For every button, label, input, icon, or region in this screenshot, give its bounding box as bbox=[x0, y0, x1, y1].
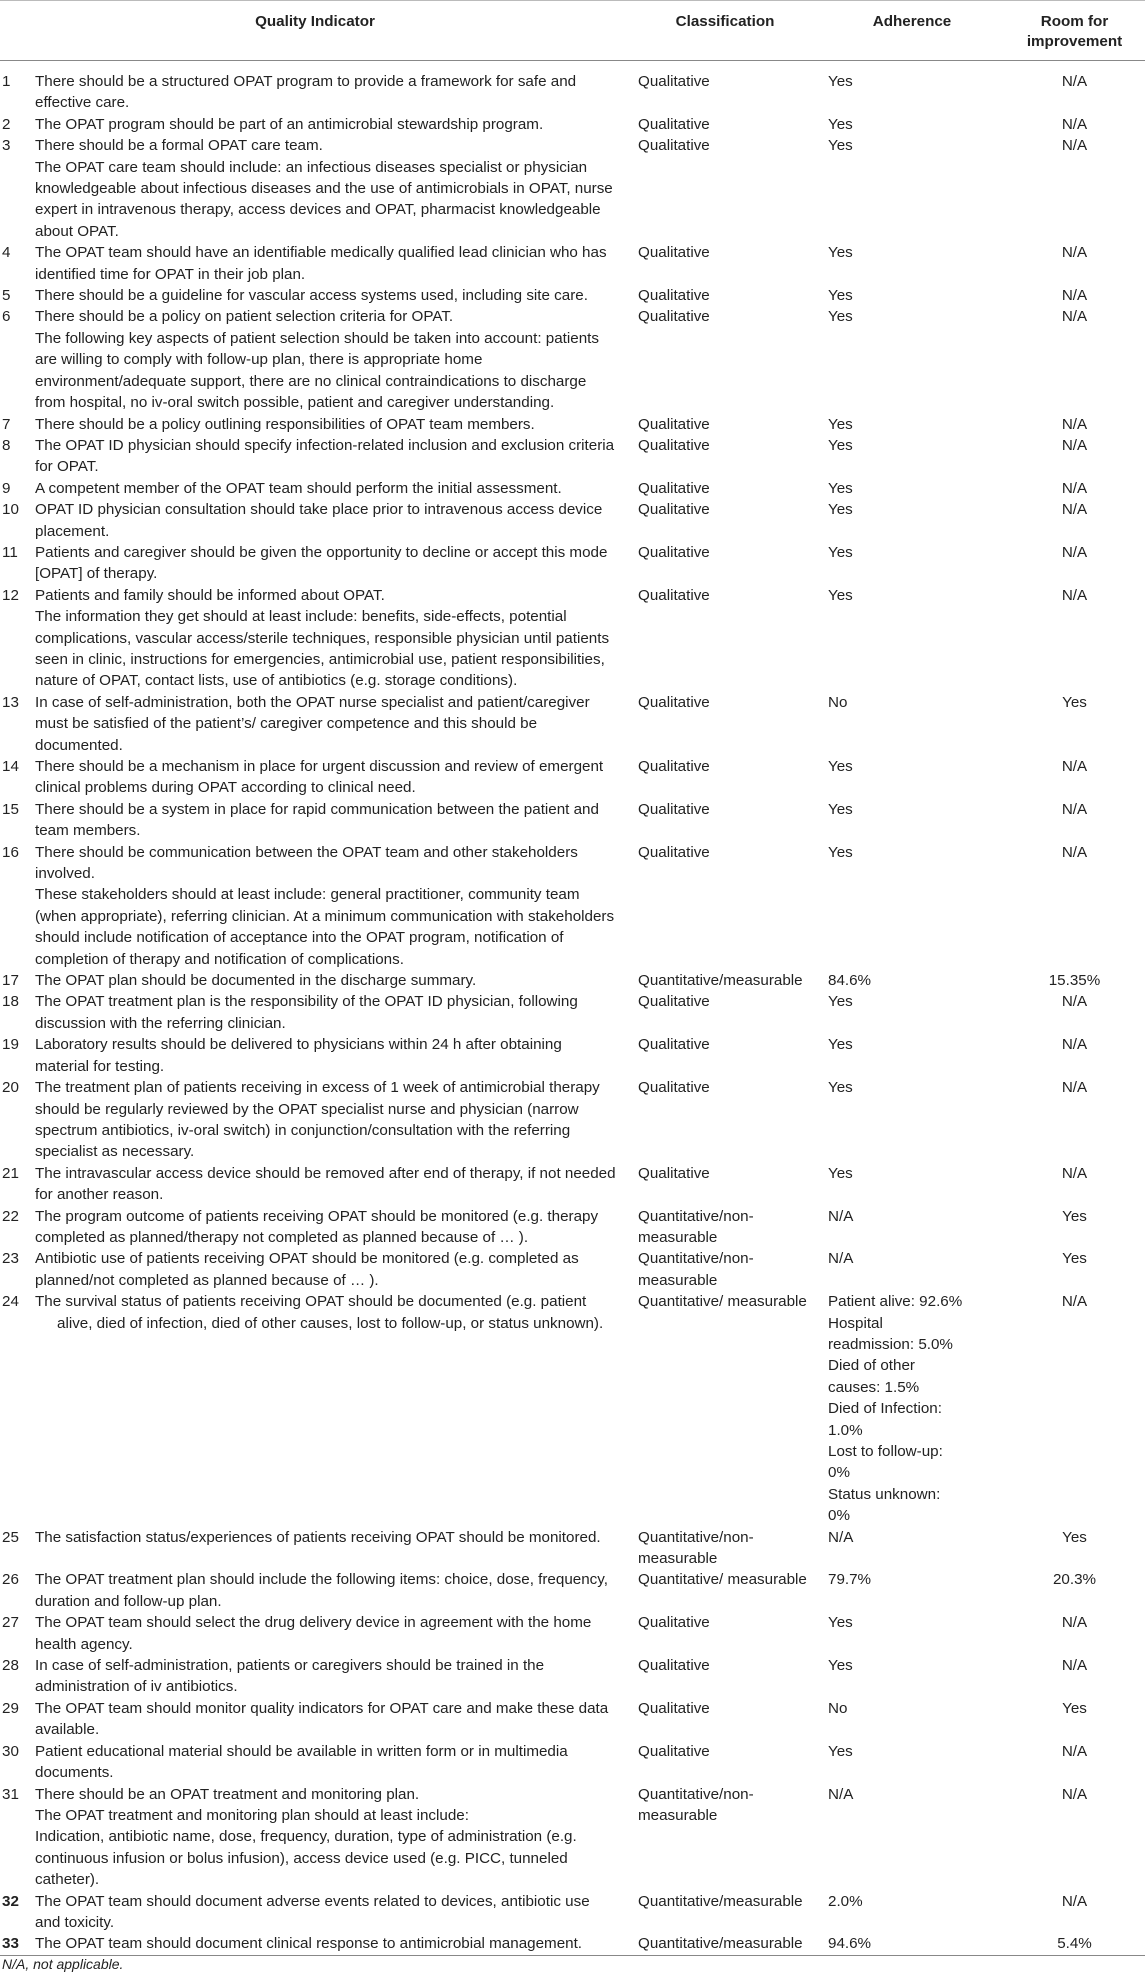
indicator-cell bbox=[35, 61, 630, 114]
classification-cell: Quantitative/non-measurable bbox=[638, 1207, 754, 1246]
row-number: 1 bbox=[2, 73, 11, 90]
room-for-improvement-cell: Yes bbox=[1062, 1250, 1087, 1268]
row-number: 21 bbox=[2, 1164, 19, 1182]
row-number: 3 bbox=[2, 137, 11, 155]
adherence-cell bbox=[820, 1163, 1004, 1206]
adherence-value: Hospital readmission: 5.0% bbox=[828, 1314, 953, 1353]
row-number: 28 bbox=[2, 1657, 19, 1675]
adherence-value: Patient alive: 92.6% bbox=[828, 1293, 963, 1311]
adherence-cell bbox=[820, 1891, 1004, 1934]
table-row bbox=[0, 478, 1145, 499]
adherence-cell bbox=[820, 1612, 1004, 1655]
row-number: 7 bbox=[2, 415, 11, 433]
indicator-cell bbox=[35, 692, 630, 756]
indicator-cell bbox=[35, 478, 630, 499]
classification-cell: Qualitative bbox=[638, 1699, 710, 1717]
adherence-value: Yes bbox=[828, 1164, 853, 1182]
classification-cell: Qualitative bbox=[638, 800, 710, 818]
adherence-cell bbox=[820, 135, 1004, 242]
adherence-value: 79.7% bbox=[828, 1571, 872, 1589]
row-number: 12 bbox=[2, 586, 19, 604]
classification-cell: Qualitative bbox=[638, 543, 710, 561]
row-number: 15 bbox=[2, 800, 19, 818]
adherence-value: Yes bbox=[828, 436, 853, 454]
room-for-improvement-cell: N/A bbox=[1061, 308, 1088, 326]
table-row bbox=[0, 1034, 1145, 1077]
indicator-cell bbox=[35, 114, 630, 135]
indicator-text: There should be an OPAT treatment and monitoring plan. bbox=[35, 1785, 420, 1803]
indicator-cell bbox=[35, 285, 630, 306]
room-for-improvement-cell: Yes bbox=[1062, 1699, 1087, 1717]
classification-cell: Qualitative bbox=[638, 843, 710, 861]
table-row bbox=[0, 970, 1145, 991]
classification-cell: Qualitative bbox=[638, 1079, 710, 1097]
adherence-value: N/A bbox=[828, 1528, 854, 1546]
indicator-text: Antibiotic use of patients receiving OPAT should be monitored (e.g. completed as planned/not completed as planned because of … ). bbox=[35, 1250, 579, 1289]
room-for-improvement-cell: 15.35% bbox=[1048, 972, 1101, 990]
adherence-cell bbox=[820, 1291, 1004, 1526]
table-row bbox=[0, 306, 1145, 413]
indicator-cell bbox=[35, 970, 630, 991]
table-row bbox=[0, 242, 1145, 285]
indicator-text: There should be communication between the OPAT team and other stakeholders involved. bbox=[35, 843, 578, 883]
indicator-cell bbox=[35, 1784, 630, 1891]
room-for-improvement-cell: N/A bbox=[1061, 137, 1088, 155]
adherence-value: Died of Infection: 1.0% bbox=[828, 1400, 942, 1439]
header-room-for-improvement: Room for improvement bbox=[1004, 1, 1145, 61]
indicator-text: There should be a formal OPAT care team. bbox=[35, 137, 323, 155]
classification-cell: Quantitative/measurable bbox=[638, 1892, 803, 1910]
row-number: 14 bbox=[2, 758, 19, 775]
table-row bbox=[0, 1077, 1145, 1163]
table-row bbox=[0, 799, 1145, 842]
indicator-text: There should be a system in place for rapid communication between the patient and team members. bbox=[35, 800, 599, 840]
table-row bbox=[0, 1741, 1145, 1784]
row-number: 6 bbox=[2, 308, 11, 326]
indicator-cell bbox=[35, 542, 630, 585]
indicator-cell bbox=[35, 1291, 630, 1526]
room-for-improvement-cell: N/A bbox=[1061, 758, 1088, 775]
row-number: 30 bbox=[2, 1742, 19, 1760]
indicator-cell bbox=[35, 1569, 630, 1612]
indicator-text: The program outcome of patients receiving OPAT should be monitored (e.g. therapy completed as planned/therapy not completed as planned because of … ). bbox=[35, 1207, 599, 1246]
table-row bbox=[0, 1569, 1145, 1612]
indicator-cell bbox=[35, 1163, 630, 1206]
header-classification: Classification bbox=[630, 1, 820, 61]
indicator-text: There should be a policy on patient selection criteria for OPAT. bbox=[35, 308, 454, 326]
indicator-text: The OPAT team should document clinical response to antimicrobial management. bbox=[35, 1935, 583, 1953]
classification-cell: Qualitative bbox=[638, 479, 710, 497]
classification-cell: Qualitative bbox=[638, 115, 710, 133]
adherence-value: Died of other causes: 1.5% bbox=[828, 1357, 920, 1396]
indicator-text: In case of self-administration, both the OPAT nurse specialist and patient/caregiver must be satisfied of the patient’s/ caregiver competence and this should be documented. bbox=[35, 693, 590, 754]
classification-cell: Qualitative bbox=[638, 436, 710, 454]
adherence-value: Yes bbox=[828, 115, 853, 133]
table-row bbox=[0, 61, 1145, 114]
row-number: 24 bbox=[2, 1293, 19, 1311]
adherence-value: Yes bbox=[828, 73, 853, 90]
table-row bbox=[0, 991, 1145, 1034]
indicator-text: The OPAT program should be part of an antimicrobial stewardship program. bbox=[35, 115, 544, 133]
table-row bbox=[0, 1612, 1145, 1655]
row-number: 29 bbox=[2, 1699, 19, 1717]
indicator-cell bbox=[35, 991, 630, 1034]
adherence-cell bbox=[820, 1527, 1004, 1570]
adherence-cell bbox=[820, 1784, 1004, 1891]
adherence-value: Yes bbox=[828, 137, 853, 155]
row-number: 33 bbox=[0, 1933, 35, 1955]
adherence-cell bbox=[820, 435, 1004, 478]
adherence-value: Yes bbox=[828, 843, 853, 861]
indicator-cell bbox=[35, 435, 630, 478]
room-for-improvement-cell: 5.4% bbox=[1004, 1933, 1145, 1955]
adherence-value: No bbox=[828, 693, 848, 711]
indicator-text: The OPAT treatment plan should include the following items: choice, dose, frequency, duration and follow-up plan. bbox=[35, 1571, 608, 1610]
room-for-improvement-cell: N/A bbox=[1061, 436, 1088, 454]
adherence-value: Yes bbox=[828, 1036, 853, 1054]
adherence-value: Yes bbox=[828, 758, 853, 775]
indicator-text: OPAT ID physician consultation should take place prior to intravenous access device placement. bbox=[35, 501, 603, 540]
classification-cell: Quantitative/non-measurable bbox=[638, 1528, 754, 1568]
row-number: 5 bbox=[2, 287, 11, 305]
adherence-value: N/A bbox=[828, 1250, 854, 1268]
row-number: 10 bbox=[2, 501, 19, 519]
classification-cell: Qualitative bbox=[638, 287, 710, 305]
table-body bbox=[0, 61, 1145, 1956]
row-number: 13 bbox=[2, 693, 19, 711]
table-row bbox=[0, 542, 1145, 585]
table-row bbox=[0, 1206, 1145, 1249]
row-number: 8 bbox=[2, 436, 11, 454]
room-for-improvement-cell: N/A bbox=[1061, 800, 1088, 818]
adherence-cell bbox=[820, 478, 1004, 499]
room-for-improvement-cell: N/A bbox=[1061, 115, 1088, 133]
classification-cell: Qualitative bbox=[638, 693, 710, 711]
adherence-cell bbox=[820, 1698, 1004, 1741]
table-row bbox=[0, 414, 1145, 435]
room-for-improvement-cell: N/A bbox=[1061, 1742, 1088, 1760]
classification-cell: Qualitative bbox=[638, 993, 710, 1011]
classification-cell: Quantitative/non-measurable bbox=[638, 1785, 754, 1824]
indicator-text: In case of self-administration, patients or caregivers should be trained in the administration of iv antibiotics. bbox=[35, 1657, 545, 1696]
adherence-value: Yes bbox=[828, 1614, 853, 1632]
indicator-cell bbox=[35, 842, 630, 970]
classification-cell: Quantitative/measurable bbox=[638, 972, 803, 990]
table-row bbox=[0, 1527, 1145, 1570]
adherence-cell bbox=[820, 1248, 1004, 1291]
indicator-cell bbox=[35, 585, 630, 692]
indicator-cell bbox=[35, 1034, 630, 1077]
row-number: 2 bbox=[2, 115, 11, 133]
adherence-value: 94.6% bbox=[828, 1935, 872, 1953]
table-header-row bbox=[0, 1, 1145, 61]
adherence-cell bbox=[820, 1741, 1004, 1784]
adherence-cell bbox=[820, 1034, 1004, 1077]
adherence-value: Yes bbox=[828, 543, 853, 561]
adherence-cell bbox=[820, 542, 1004, 585]
table-row bbox=[0, 1698, 1145, 1741]
adherence-value: 84.6% bbox=[828, 972, 872, 990]
adherence-value: Yes bbox=[828, 308, 853, 326]
indicator-cell bbox=[35, 1248, 630, 1291]
room-for-improvement-cell: N/A bbox=[1061, 1892, 1088, 1910]
table-row bbox=[0, 756, 1145, 799]
indicator-text: Indication, antibiotic name, dose, frequency, duration, type of administration (e.g. continuous infusion or bolus infusion), access device used (e.g. PICC, tunneled catheter). bbox=[35, 1828, 577, 1889]
classification-cell: Qualitative bbox=[638, 1657, 710, 1675]
classification-cell: Qualitative bbox=[638, 586, 710, 604]
table-row bbox=[0, 285, 1145, 306]
table-row bbox=[0, 1891, 1145, 1934]
room-for-improvement-cell: Yes bbox=[1062, 693, 1087, 711]
indicator-cell bbox=[35, 1655, 630, 1698]
room-for-improvement-cell: Yes bbox=[1062, 1207, 1087, 1225]
adherence-value: Yes bbox=[828, 800, 853, 818]
table-footnote: N/A, not applicable. bbox=[2, 1955, 124, 1972]
indicator-cell bbox=[35, 1077, 630, 1163]
room-for-improvement-cell: N/A bbox=[1061, 843, 1088, 861]
classification-cell: Qualitative bbox=[638, 1036, 710, 1054]
indicator-text: The OPAT team should select the drug delivery device in agreement with the home health agency. bbox=[35, 1614, 592, 1653]
adherence-cell bbox=[820, 756, 1004, 799]
classification-cell: Qualitative bbox=[638, 1742, 710, 1760]
room-for-improvement-cell: N/A bbox=[1061, 543, 1088, 561]
adherence-value: Yes bbox=[828, 501, 853, 519]
adherence-value: Yes bbox=[828, 1742, 853, 1760]
classification-cell: Quantitative/measurable bbox=[630, 1933, 820, 1955]
indicator-text: These stakeholders should at least include: general practitioner, community team (when appropriate), referring clinician. At a minimum communication with stakeholders should include notification of acceptance into the OPAT program, notification of completion of therapy and notification of complications. bbox=[35, 886, 615, 968]
row-number: 16 bbox=[2, 843, 19, 861]
header-adherence: Adherence bbox=[820, 1, 1004, 61]
indicator-text: The OPAT team should have an identifiable medically qualified lead clinician who has identified time for OPAT in their job plan. bbox=[35, 244, 607, 283]
table-row bbox=[0, 1933, 1145, 1955]
indicator-text: The survival status of patients receiving OPAT should be documented (e.g. patient alive, died of infection, died of other causes, lost to follow-up, or status unknown). bbox=[35, 1293, 604, 1332]
row-number: 9 bbox=[2, 479, 11, 497]
indicator-text: The information they get should at least include: benefits, side-effects, potential complications, vascular access/sterile techniques, responsible physician until patients seen in clinic, instructions for emergencies, antimicrobial use, patient responsibilities, nature of OPAT, contact lists, use of antibiotics (e.g. storage conditions). bbox=[35, 608, 610, 690]
adherence-value: Yes bbox=[828, 415, 853, 433]
table-row bbox=[0, 1291, 1145, 1526]
adherence-cell bbox=[820, 499, 1004, 542]
adherence-cell bbox=[820, 970, 1004, 991]
indicator-text: The OPAT team should monitor quality indicators for OPAT care and make these data available. bbox=[35, 1699, 609, 1739]
table-row bbox=[0, 114, 1145, 135]
room-for-improvement-cell: Yes bbox=[1062, 1528, 1087, 1546]
indicator-text: The intravascular access device should be removed after end of therapy, if not needed for another reason. bbox=[35, 1164, 616, 1204]
classification-cell: Quantitative/non-measurable bbox=[638, 1250, 754, 1289]
row-number: 19 bbox=[2, 1036, 19, 1054]
adherence-value: N/A bbox=[828, 1785, 854, 1803]
adherence-cell bbox=[820, 799, 1004, 842]
adherence-cell bbox=[820, 692, 1004, 756]
indicator-text: The OPAT treatment and monitoring plan should at least include: bbox=[35, 1806, 469, 1824]
row-number: 25 bbox=[2, 1528, 19, 1546]
row-number: 27 bbox=[2, 1614, 19, 1632]
adherence-cell bbox=[820, 1569, 1004, 1612]
indicator-text: The satisfaction status/experiences of patients receiving OPAT should be monitored. bbox=[35, 1528, 601, 1546]
row-number: 4 bbox=[2, 244, 11, 262]
indicator-cell bbox=[35, 242, 630, 285]
adherence-cell bbox=[820, 306, 1004, 413]
classification-cell: Qualitative bbox=[638, 501, 710, 519]
indicator-text: The following key aspects of patient selection should be taken into account: patients are willing to comply with follow-up plan, there is appropriate home environment/adequate support, there are no clinical contraindications to discharge from hospital, no iv-oral switch possible, patient and caregiver understanding. bbox=[35, 329, 599, 412]
adherence-value: Yes bbox=[828, 586, 853, 604]
room-for-improvement-cell: N/A bbox=[1061, 1657, 1088, 1675]
classification-cell: Quantitative/ measurable bbox=[638, 1293, 807, 1311]
room-for-improvement-cell: N/A bbox=[1061, 1164, 1088, 1182]
row-number: 23 bbox=[2, 1250, 19, 1268]
room-for-improvement-cell: N/A bbox=[1061, 415, 1088, 433]
adherence-value: Lost to follow-up: 0% bbox=[828, 1443, 943, 1482]
adherence-cell bbox=[820, 585, 1004, 692]
indicator-text: Patients and family should be informed about OPAT. bbox=[35, 586, 385, 604]
adherence-cell bbox=[820, 1206, 1004, 1249]
room-for-improvement-cell: N/A bbox=[1061, 586, 1088, 604]
indicator-text: A competent member of the OPAT team should perform the initial assessment. bbox=[35, 479, 562, 497]
row-number: 31 bbox=[2, 1785, 19, 1803]
room-for-improvement-cell: N/A bbox=[1061, 501, 1088, 519]
classification-cell: Qualitative bbox=[638, 1164, 710, 1182]
room-for-improvement-cell: N/A bbox=[1061, 287, 1088, 305]
indicator-text: Patients and caregiver should be given the opportunity to decline or accept this mode [OPAT] of therapy. bbox=[35, 543, 608, 583]
indicator-text: There should be a structured OPAT program to provide a framework for safe and effective care. bbox=[35, 73, 577, 112]
classification-cell: Qualitative bbox=[638, 137, 710, 155]
indicator-cell bbox=[35, 799, 630, 842]
table-row bbox=[0, 499, 1145, 542]
classification-cell: Qualitative bbox=[638, 415, 710, 433]
indicator-cell bbox=[35, 1933, 630, 1955]
row-number: 32 bbox=[2, 1892, 19, 1910]
indicator-cell bbox=[35, 1527, 630, 1570]
adherence-value: N/A bbox=[828, 1207, 854, 1225]
row-number: 17 bbox=[2, 972, 19, 990]
room-for-improvement-cell: N/A bbox=[1061, 1036, 1088, 1054]
indicator-cell bbox=[35, 135, 630, 242]
room-for-improvement-cell: N/A bbox=[1061, 479, 1088, 497]
row-number: 11 bbox=[2, 543, 18, 561]
row-number: 20 bbox=[2, 1079, 19, 1097]
adherence-cell bbox=[820, 1655, 1004, 1698]
indicator-text: There should be a policy outlining responsibilities of OPAT team members. bbox=[35, 415, 535, 433]
adherence-cell bbox=[820, 414, 1004, 435]
table-row bbox=[0, 692, 1145, 756]
adherence-value: Yes bbox=[828, 479, 853, 497]
indicator-text: There should be a mechanism in place for urgent discussion and review of emergent clinical problems during OPAT according to clinical need. bbox=[35, 758, 604, 797]
row-number: 18 bbox=[2, 993, 19, 1011]
table-row bbox=[0, 1163, 1145, 1206]
indicator-text: Laboratory results should be delivered to physicians within 24 h after obtaining material for testing. bbox=[35, 1036, 562, 1075]
table-row bbox=[0, 842, 1145, 970]
room-for-improvement-cell: N/A bbox=[1061, 1293, 1088, 1311]
indicator-cell bbox=[35, 1741, 630, 1784]
indicator-text: The OPAT plan should be documented in the discharge summary. bbox=[35, 972, 477, 990]
indicator-cell bbox=[35, 306, 630, 413]
room-for-improvement-cell: N/A bbox=[1061, 1785, 1088, 1803]
table-row bbox=[0, 585, 1145, 692]
indicator-cell bbox=[35, 414, 630, 435]
row-number: 26 bbox=[2, 1571, 19, 1589]
room-for-improvement-cell: N/A bbox=[1061, 1079, 1088, 1097]
adherence-cell bbox=[820, 1077, 1004, 1163]
adherence-cell bbox=[820, 61, 1004, 114]
indicator-text: There should be a guideline for vascular access systems used, including site care. bbox=[35, 287, 588, 305]
indicator-cell bbox=[35, 1206, 630, 1249]
classification-cell: Qualitative bbox=[638, 244, 710, 262]
classification-cell: Quantitative/ measurable bbox=[638, 1571, 807, 1589]
indicator-text: The OPAT team should document adverse events related to devices, antibiotic use and toxicity. bbox=[35, 1892, 590, 1931]
indicator-cell bbox=[35, 1612, 630, 1655]
adherence-value: Yes bbox=[828, 287, 853, 305]
classification-cell: Qualitative bbox=[638, 308, 710, 326]
room-for-improvement-cell: N/A bbox=[1061, 73, 1088, 90]
table-row bbox=[0, 1248, 1145, 1291]
indicator-cell bbox=[35, 1698, 630, 1741]
adherence-cell bbox=[820, 842, 1004, 970]
adherence-value: 2.0% bbox=[828, 1892, 863, 1910]
table-row bbox=[0, 1655, 1145, 1698]
room-for-improvement-cell: N/A bbox=[1061, 1614, 1088, 1632]
table-row bbox=[0, 1784, 1145, 1891]
table-row bbox=[0, 435, 1145, 478]
indicator-cell bbox=[35, 499, 630, 542]
row-number: 22 bbox=[2, 1207, 19, 1225]
classification-cell: Qualitative bbox=[638, 1614, 710, 1632]
adherence-value: Yes bbox=[828, 993, 853, 1011]
indicator-text: The OPAT care team should include: an infectious diseases specialist or physician knowledgeable about infectious diseases and the use of antimicrobials in OPAT, nurse expert in intravenous therapy, access devices and OPAT, pharmacist knowledgeable about OPAT. bbox=[35, 158, 613, 240]
indicator-text: The OPAT treatment plan is the responsibility of the OPAT ID physician, following discussion with the referring clinician. bbox=[35, 993, 578, 1032]
table-row bbox=[0, 135, 1145, 242]
indicator-text: The OPAT ID physician should specify infection-related inclusion and exclusion criteria for OPAT. bbox=[35, 436, 615, 476]
adherence-value: Status unknown: 0% bbox=[828, 1485, 941, 1525]
adherence-value: Yes bbox=[828, 244, 853, 262]
adherence-cell bbox=[820, 285, 1004, 306]
indicator-cell bbox=[35, 1891, 630, 1934]
indicator-cell bbox=[35, 756, 630, 799]
classification-cell: Qualitative bbox=[638, 73, 710, 90]
adherence-value: Yes bbox=[828, 1079, 853, 1097]
room-for-improvement-cell: 20.3% bbox=[1052, 1571, 1097, 1589]
indicator-text: Patient educational material should be available in written form or in multimedia documents. bbox=[35, 1742, 568, 1782]
adherence-cell bbox=[820, 991, 1004, 1034]
header-quality-indicator: Quality Indicator bbox=[0, 1, 630, 61]
room-for-improvement-cell: N/A bbox=[1061, 244, 1088, 262]
classification-cell: Qualitative bbox=[638, 758, 710, 775]
adherence-value: No bbox=[828, 1699, 848, 1717]
indicator-text: The treatment plan of patients receiving in excess of 1 week of antimicrobial therapy should be regularly reviewed by the OPAT specialist nurse and physician (narrow spectrum antibiotics, iv-oral switch) in conjunction/consultation with the referring specialist as necessary. bbox=[35, 1079, 600, 1161]
room-for-improvement-cell: N/A bbox=[1061, 993, 1088, 1011]
adherence-cell bbox=[820, 1933, 1004, 1955]
adherence-cell bbox=[820, 242, 1004, 285]
adherence-value: Yes bbox=[828, 1657, 853, 1675]
adherence-cell bbox=[820, 114, 1004, 135]
